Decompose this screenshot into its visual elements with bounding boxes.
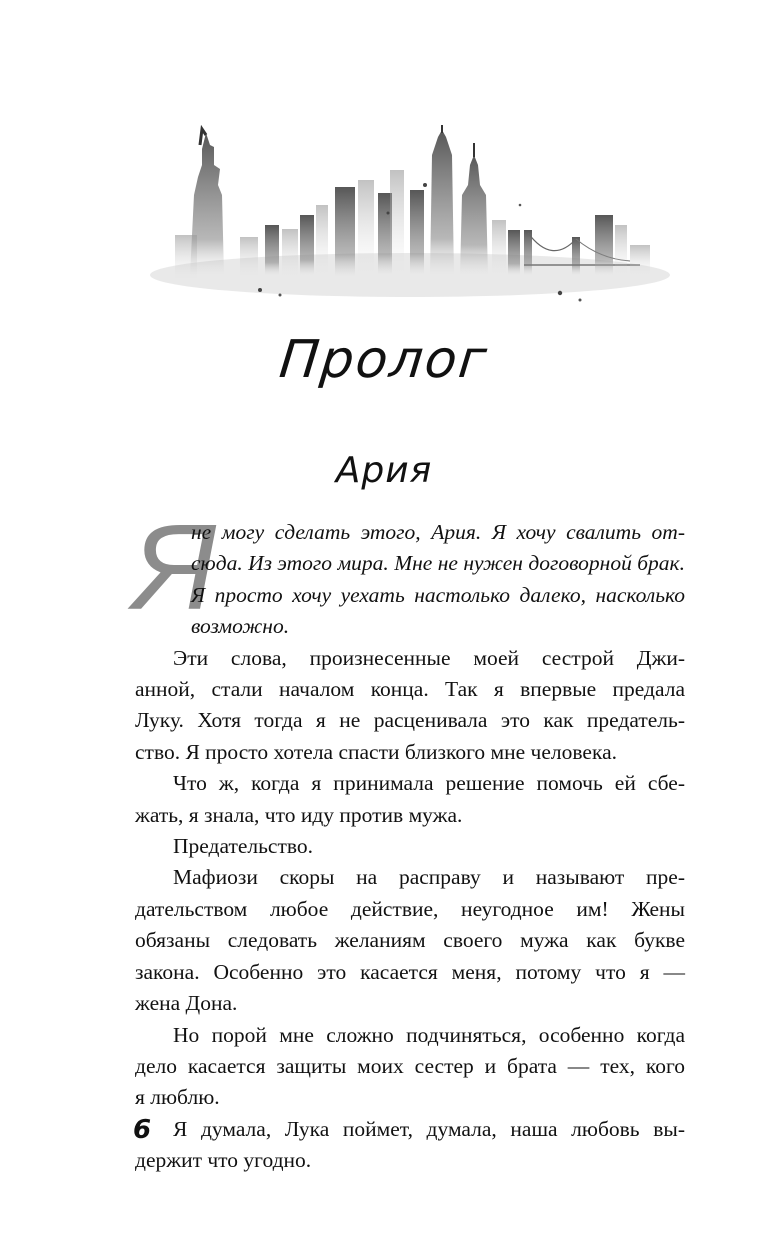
text-line: Я думала, Лука поймет, думала, наша любовь вы- (173, 1116, 685, 1141)
text-line: ство. Я просто хотела спасти близкого мне человека. (135, 739, 617, 764)
paragraph (135, 862, 685, 1019)
text-line: Мафиози скоры на расправу и называют пре- (173, 865, 685, 890)
text-line: Что ж, когда я принимала решение помочь ей сбе- (173, 771, 685, 796)
page-number: 6 (133, 1115, 152, 1145)
paragraph (135, 1114, 685, 1177)
text-line: жена Дона. (135, 991, 238, 1016)
text-line: закона. Особенно это касается меня, потому что я — (135, 959, 685, 984)
paragraph (135, 1020, 685, 1114)
chapter-title: Пролог (276, 330, 492, 390)
paragraph (135, 768, 685, 831)
text-line: сюда. Из этого мира. Мне не нужен договорной брак. (191, 551, 685, 576)
opening-paragraph (133, 499, 685, 643)
text-line: возможно. (191, 614, 290, 639)
text-line: обязаны следовать желаниям своего мужа как букве (135, 928, 685, 953)
text-line: анной, стали началом конца. Так я впервые предала (135, 677, 685, 702)
paragraph (135, 643, 685, 769)
text-line: Но порой мне сложно подчиняться, особенно когда (173, 1022, 685, 1047)
text-line: Предательство. (173, 834, 314, 859)
drop-cap: Я (133, 499, 217, 635)
text-line: держит что угодно. (135, 1148, 312, 1173)
text-line: дательством любое действие, неугодное им! Жены (135, 896, 685, 921)
body-text (133, 499, 685, 1177)
text-line: дело касается защиты моих сестер и брата — тех, кого (135, 1053, 685, 1078)
text-line: Я просто хочу уехать настолько далеко, насколько (191, 582, 685, 607)
text-line: не могу сделать этого, Ария. Я хочу свалить от- (191, 520, 685, 544)
chapter-pov-heading: Ария (335, 450, 433, 491)
paragraph (135, 831, 685, 862)
text-line: Эти слова, произнесенные моей сестрой Джи- (173, 645, 685, 670)
text-line: я люблю. (135, 1085, 220, 1110)
city-skyline-illustration (140, 125, 680, 310)
text-line: жать, я знала, что иду против мужа. (135, 802, 463, 827)
text-line: Луку. Хотя тогда я не расценивала это как предатель- (135, 708, 685, 733)
